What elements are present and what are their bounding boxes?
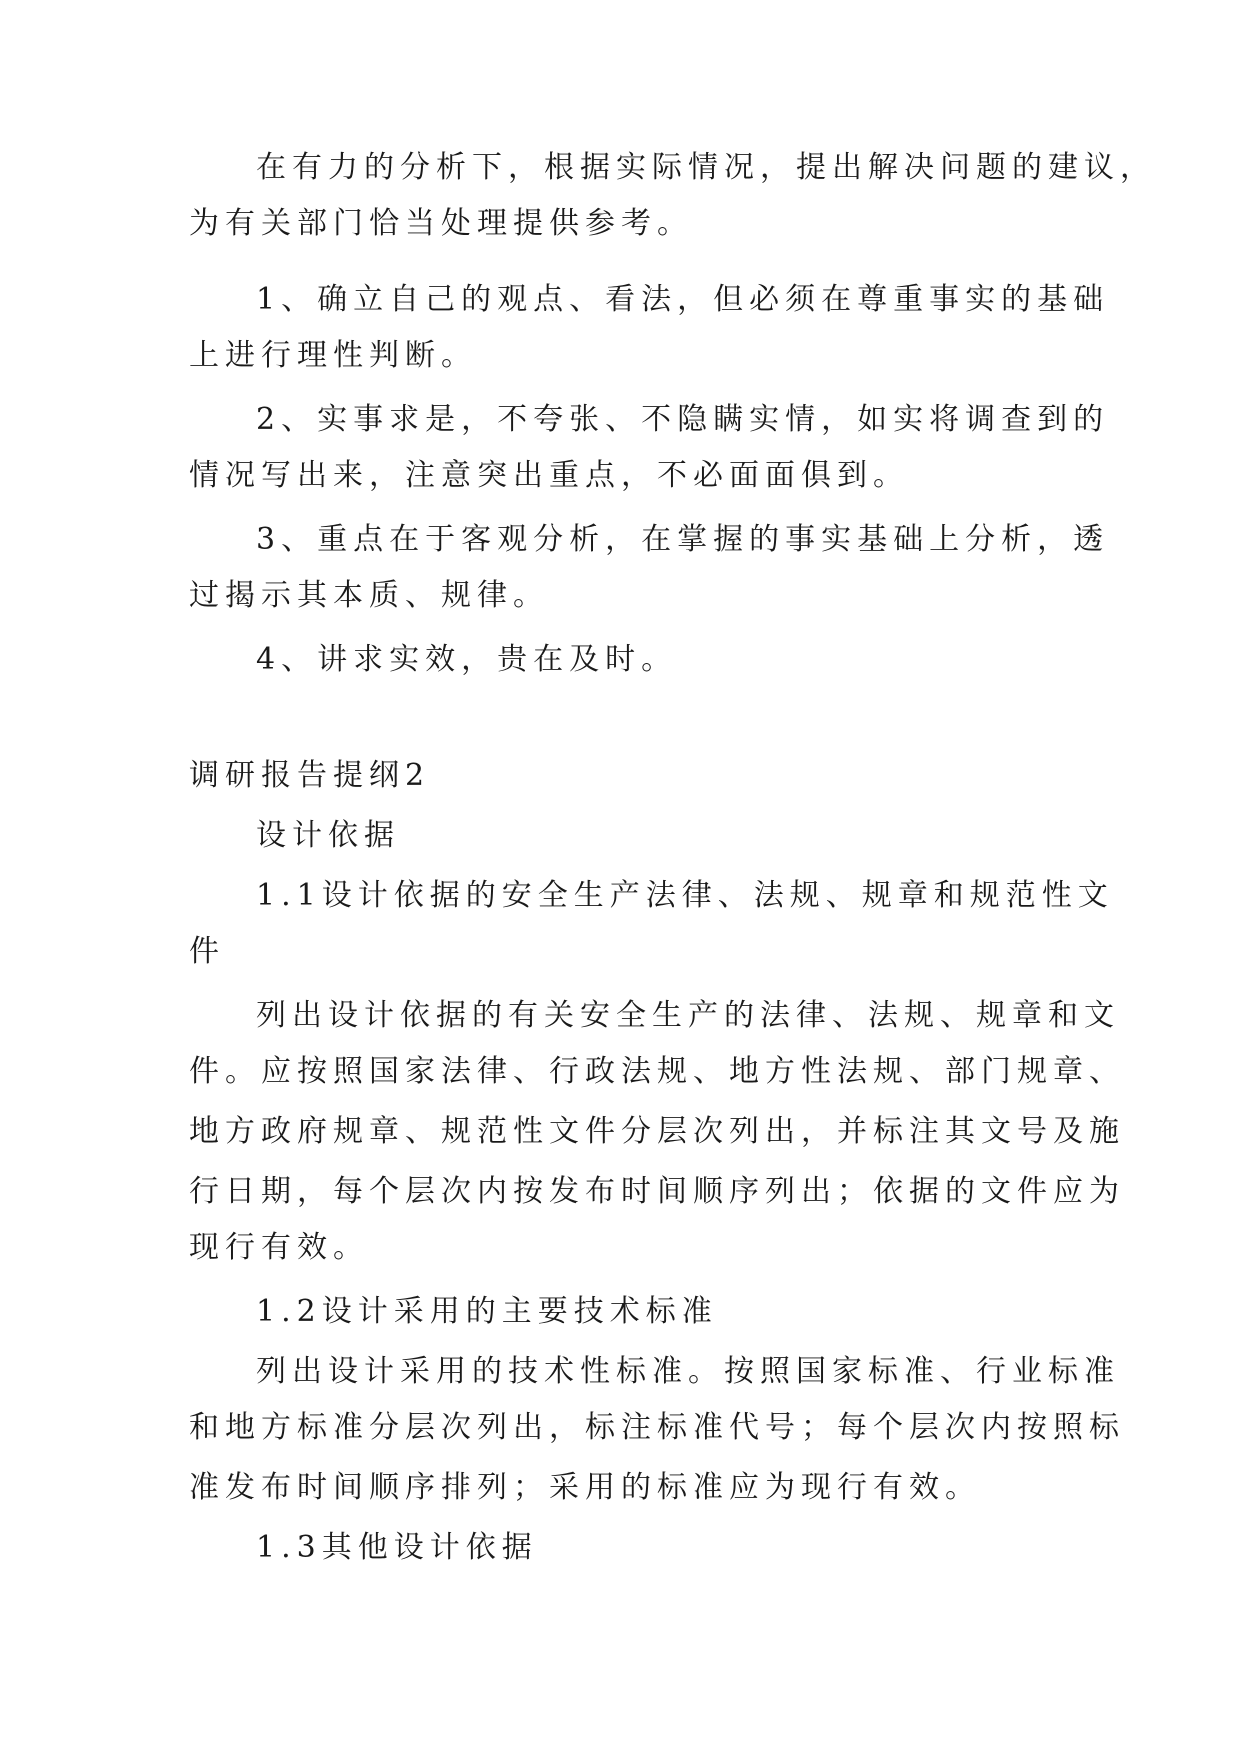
subsection-heading: 1.2设计采用的主要技术标准 — [256, 1294, 718, 1329]
list-item-line: 1、确立自己的观点、看法，但必须在尊重事实的基础 — [256, 282, 1110, 317]
paragraph-line: 地方政府规章、规范性文件分层次列出，并标注其文号及施 — [189, 1114, 1125, 1149]
subsection-heading: 件 — [189, 934, 225, 969]
paragraph-line: 行日期，每个层次内按发布时间顺序列出；依据的文件应为 — [189, 1174, 1125, 1209]
paragraph-line: 为有关部门恰当处理提供参考。 — [189, 206, 693, 241]
subsection-heading: 设计依据 — [256, 818, 400, 853]
paragraph-line: 列出设计依据的有关安全生产的法律、法规、规章和文 — [256, 998, 1120, 1033]
subsection-heading: 1.3其他设计依据 — [256, 1530, 538, 1565]
subsection-heading: 1.1设计依据的安全生产法律、法规、规章和规范性文 — [256, 878, 1114, 913]
paragraph-line: 在有力的分析下，根据实际情况，提出解决问题的建议， — [256, 150, 1156, 185]
paragraph-line: 列出设计采用的技术性标准。按照国家标准、行业标准 — [256, 1354, 1120, 1389]
list-item-line: 3、重点在于客观分析，在掌握的事实基础上分析，透 — [256, 522, 1110, 557]
paragraph-line: 现行有效。 — [189, 1230, 369, 1265]
list-item-line: 过揭示其本质、规律。 — [189, 578, 549, 613]
list-item-line: 4、讲求实效，贵在及时。 — [256, 642, 678, 677]
paragraph-line: 件。应按照国家法律、行政法规、地方性法规、部门规章、 — [189, 1054, 1125, 1089]
list-item-line: 2、实事求是，不夸张、不隐瞒实情，如实将调查到的 — [256, 402, 1110, 437]
paragraph-line: 准发布时间顺序排列；采用的标准应为现行有效。 — [189, 1470, 981, 1505]
list-item-line: 上进行理性判断。 — [189, 338, 477, 373]
paragraph-line: 和地方标准分层次列出，标注标准代号；每个层次内按照标 — [189, 1410, 1125, 1445]
section-heading: 调研报告提纲2 — [189, 758, 431, 793]
list-item-line: 情况写出来，注意突出重点，不必面面俱到。 — [189, 458, 909, 493]
